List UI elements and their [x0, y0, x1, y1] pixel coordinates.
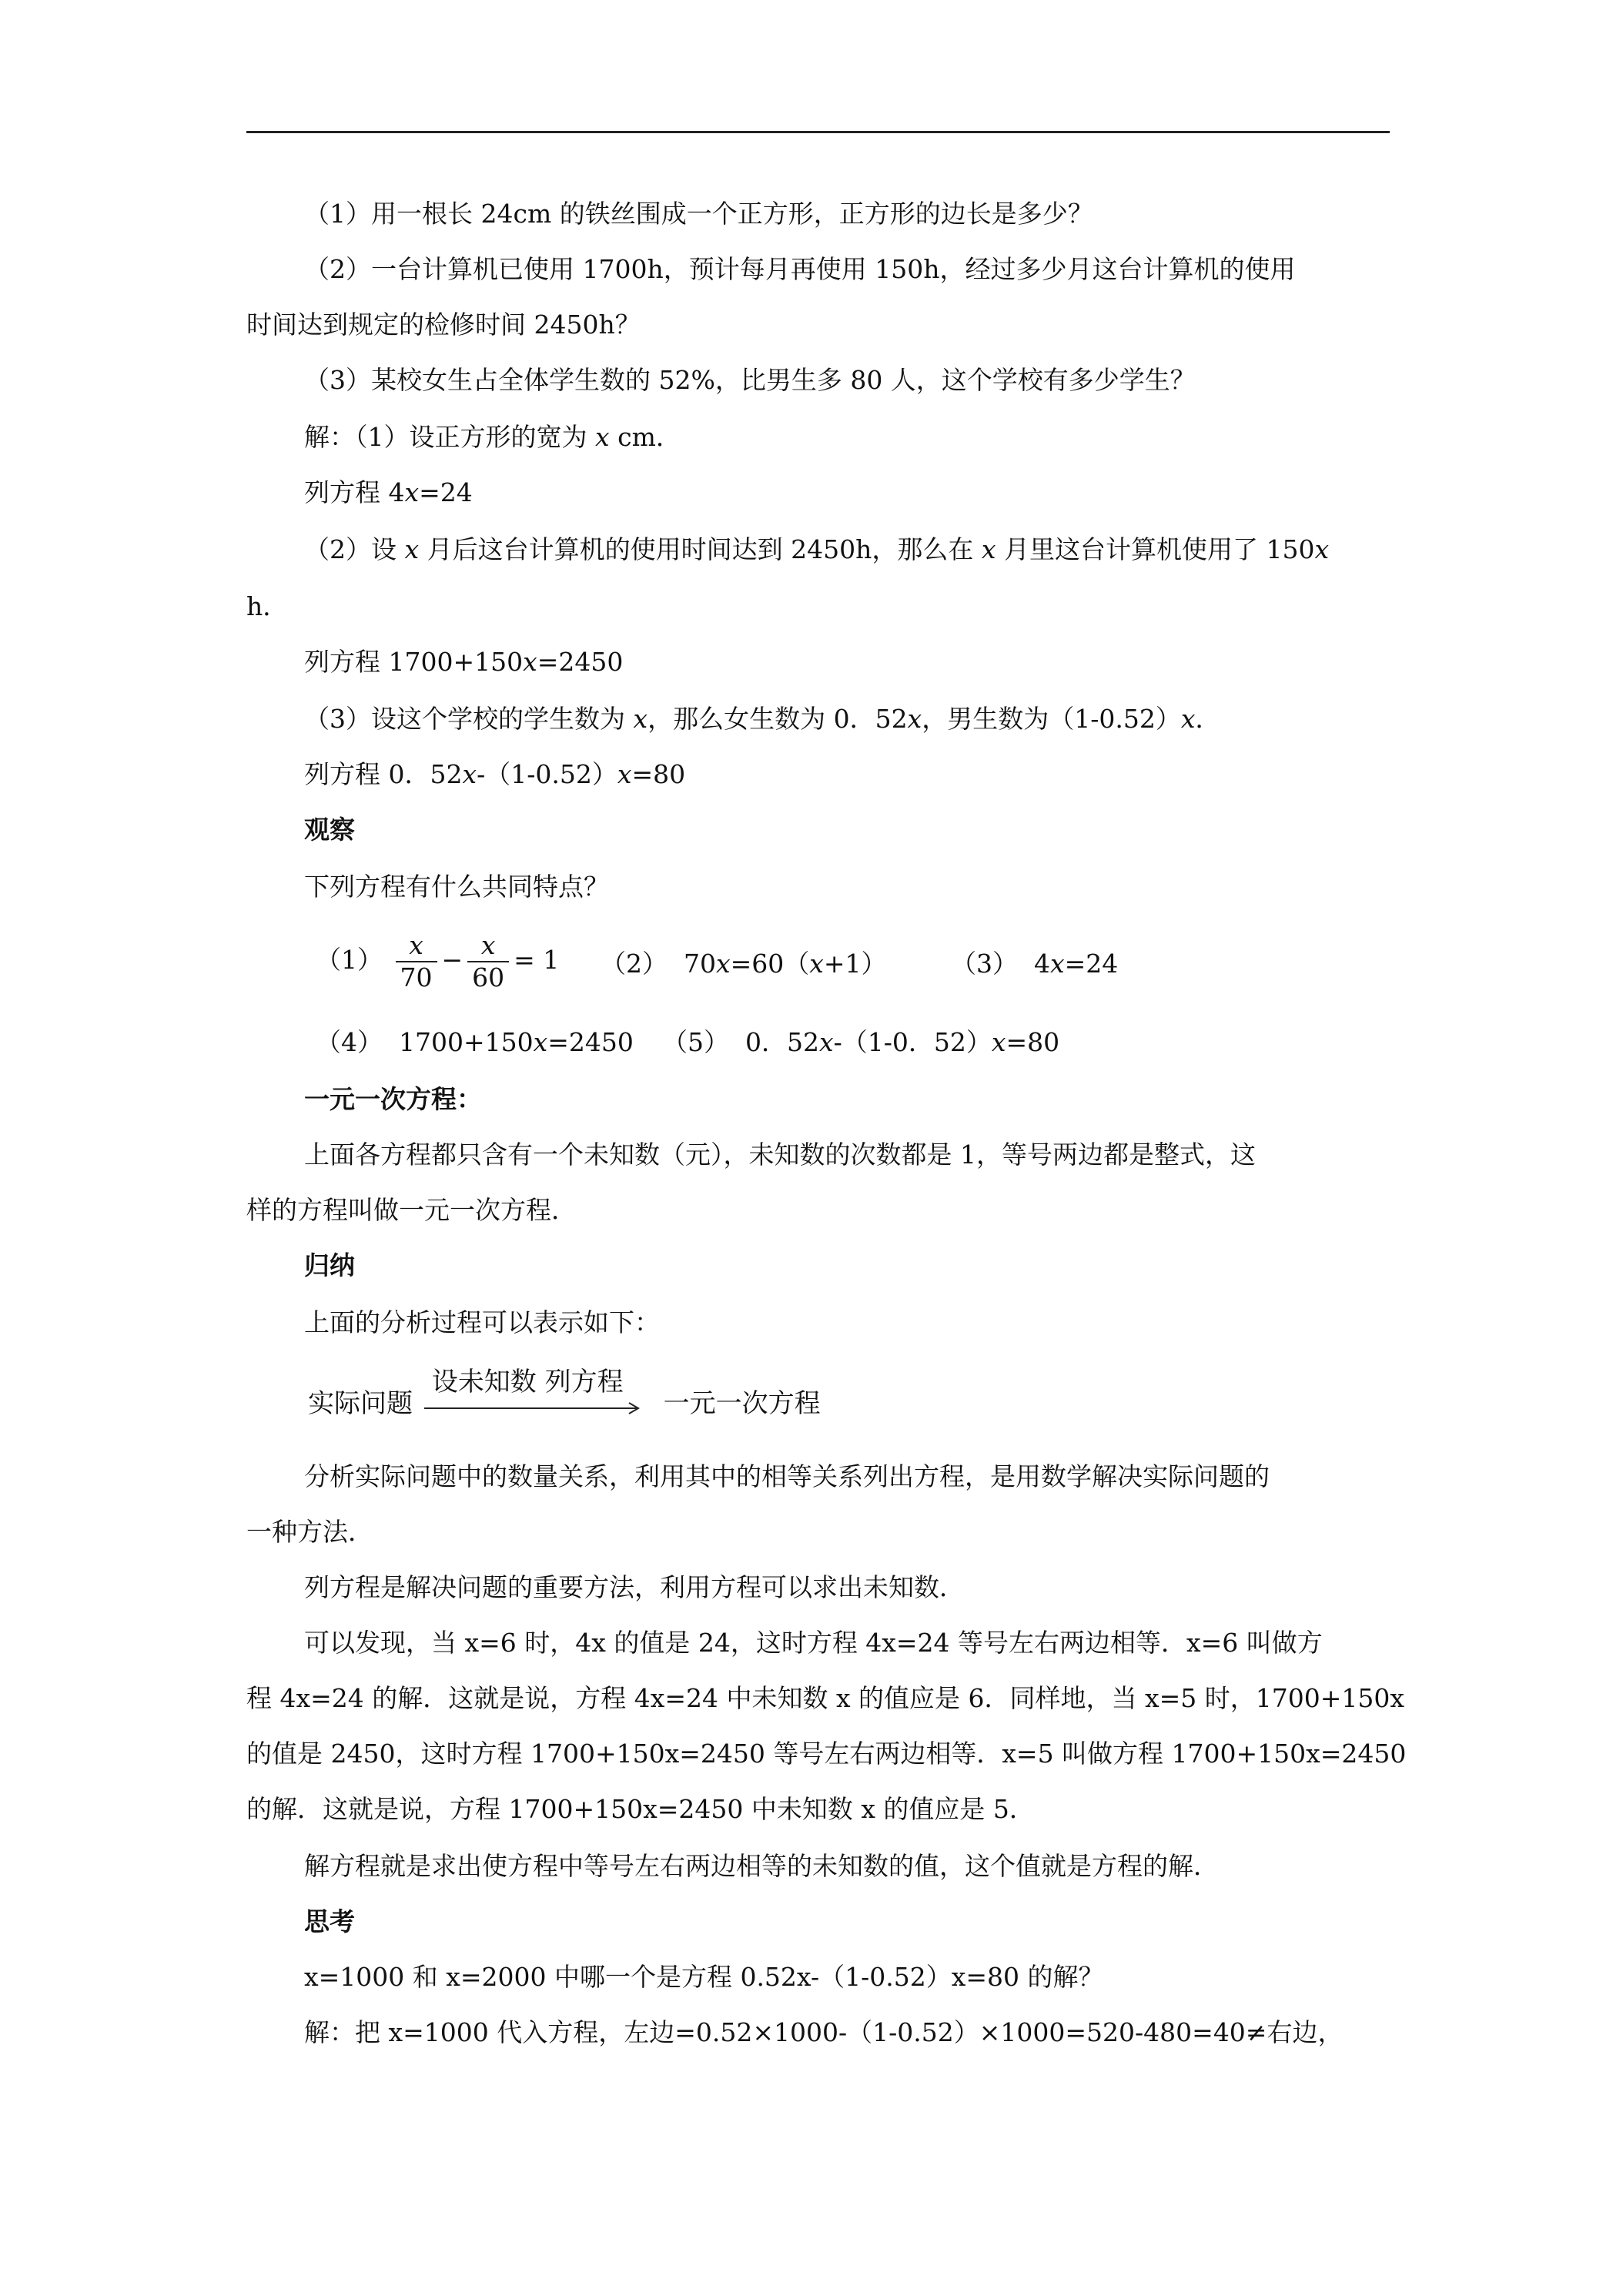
equation-1-lhs: 列方程 4: [304, 477, 405, 507]
var-x: x: [907, 704, 922, 734]
equation-1: [304, 477, 473, 508]
heading-linear-equation: 一元一次方程：: [304, 1084, 482, 1114]
item-label: （1）: [316, 945, 383, 975]
var-x: x: [595, 422, 610, 452]
numerator: x: [396, 930, 437, 962]
var-x: x: [617, 759, 632, 789]
denominator: 60: [472, 962, 505, 992]
var-x: x: [1314, 534, 1330, 564]
text: -（1-0．52）: [833, 1027, 992, 1057]
text: =24: [1064, 949, 1119, 979]
text: 月里这台计算机使用了 150: [996, 534, 1315, 564]
think-question: x=1000 和 x=2000 中哪一个是方程 0.52x-（1-0.52）x=80 的解？: [304, 1962, 1104, 1992]
equation-list-item-5: [662, 1027, 1059, 1058]
found-line-4: 的解．这就是说，方程 1700+150x=2450 中未知数 x 的值应是 5．: [246, 1794, 1035, 1824]
found-line-3: 的值是 2450，这时方程 1700+150x=2450 等号左右两边相等．x=5 叫做方程 1700+150x=2450: [246, 1739, 1407, 1769]
found-line-2: 程 4x=24 的解．这就是说，方程 4x=24 中未知数 x 的值应是 6．同样地，当 x=5 时，1700+150x: [246, 1683, 1404, 1713]
text: =80: [631, 759, 686, 789]
text: ．: [1195, 704, 1221, 734]
text: +1）: [823, 949, 887, 979]
equation-1-rhs: =24: [419, 477, 473, 507]
heading-observe: 观察: [304, 815, 355, 845]
text: 列方程 0．52: [304, 759, 463, 789]
method-statement: 列方程是解决问题的重要方法，利用方程可以求出未知数．: [304, 1572, 965, 1602]
text: ，男生数为（1-0.52）: [922, 704, 1181, 734]
fraction: [467, 930, 509, 993]
text: 列方程 1700+150: [304, 647, 524, 677]
observe-question: 下列方程有什么共同特点？: [304, 872, 609, 902]
text: 月后这台计算机的使用时间达到 2450h，那么在: [419, 534, 982, 564]
solution-2-line-2: h．: [246, 591, 289, 621]
minus-sign: −: [441, 945, 463, 975]
var-x: x: [981, 534, 996, 564]
var-x: x: [533, 1027, 548, 1057]
solution-1: [304, 422, 681, 453]
found-line-1: 可以发现，当 x=6 时，4x 的值是 24，这时方程 4x=24 等号左右两边相等．x=6 叫做方: [304, 1628, 1323, 1658]
text: 1700+150: [398, 1027, 534, 1057]
question-2-line-1: （2）一台计算机已使用 1700h，预计每月再使用 150h，经过多少月这台计算机的使用: [304, 254, 1296, 284]
equation-list-item-1: [316, 930, 559, 993]
think-solution: 解：把 x=1000 代入方程，左边=0.52×1000-（1-0.52）×1000=520-480=40≠右边，: [304, 2017, 1344, 2047]
question-1: （1）用一根长 24cm 的铁丝围成一个正方形，正方形的边长是多少？: [304, 199, 1093, 229]
var-x: x: [715, 949, 731, 979]
question-3: （3）某校女生占全体学生数的 52%，比男生多 80 人，这个学校有多少学生？: [304, 365, 1196, 395]
var-x: x: [462, 759, 477, 789]
heading-summary: 归纳: [304, 1250, 355, 1280]
var-x: x: [1180, 704, 1196, 734]
var-x: x: [1049, 949, 1065, 979]
linear-definition-line-1: 上面各方程都只含有一个未知数（元），未知数的次数都是 1，等号两边都是整式，这: [304, 1140, 1256, 1170]
equation-list-item-4: [316, 1027, 634, 1058]
text: =2450: [547, 1027, 634, 1057]
text: （2）设: [304, 534, 405, 564]
text: -（1-0.52）: [477, 759, 617, 789]
solution-1-unit: cm．: [609, 422, 681, 452]
flow-left-label: 实际问题: [308, 1388, 413, 1419]
solution-1-text: 解：（1）设正方形的宽为: [304, 422, 595, 452]
summary-intro: 上面的分析过程可以表示如下：: [304, 1307, 660, 1337]
rhs: = 1: [514, 945, 560, 975]
flow-arrow: [424, 1367, 648, 1428]
text: =60（: [730, 949, 810, 979]
arrow-icon: [424, 1401, 671, 1416]
text: 4: [1033, 949, 1050, 979]
item-label: （2）: [601, 949, 668, 979]
flow-arrow-label: 设未知数 列方程: [431, 1367, 624, 1397]
var-x: x: [633, 704, 648, 734]
question-2-line-2: 时间达到规定的检修时间 2450h？: [246, 310, 641, 340]
equation-list-item-3: [951, 949, 1118, 979]
solution-2-line-1: [304, 534, 1329, 565]
item-label: （3）: [951, 949, 1018, 979]
heading-think: 思考: [304, 1906, 355, 1936]
text: =80: [1006, 1027, 1060, 1057]
text: 0．52: [745, 1027, 819, 1057]
var-x: x: [809, 949, 824, 979]
var-x: x: [818, 1027, 834, 1057]
item-label: （4）: [316, 1027, 383, 1057]
equation-3: [304, 759, 685, 790]
flow-right-label: 一元一次方程: [663, 1388, 821, 1419]
text: ，那么女生数为 0．52: [648, 704, 908, 734]
fraction: [396, 930, 437, 993]
equation-list-item-2: [601, 949, 887, 979]
var-x: x: [991, 1027, 1006, 1057]
header-rule: [246, 131, 1390, 133]
solution-3: [304, 704, 1220, 735]
analysis-line-1: 分析实际问题中的数量关系，利用其中的相等关系列出方程，是用数学解决实际问题的: [304, 1461, 1270, 1491]
text: （3）设这个学校的学生数为: [304, 704, 634, 734]
flow-diagram: [308, 1367, 821, 1428]
analysis-line-2: 一种方法．: [246, 1517, 373, 1547]
item-label: （5）: [662, 1027, 729, 1057]
var-x: x: [523, 647, 537, 677]
solve-definition: 解方程就是求出使方程中等号左右两边相等的未知数的值，这个值就是方程的解．: [304, 1851, 1219, 1881]
linear-definition-line-2: 样的方程叫做一元一次方程．: [246, 1195, 577, 1225]
equation-2: [304, 647, 623, 678]
var-x: x: [404, 477, 420, 507]
var-x: x: [404, 534, 420, 564]
numerator: x: [467, 930, 509, 962]
denominator: 70: [400, 962, 433, 992]
text: 70: [683, 949, 716, 979]
text: =2450: [537, 647, 624, 677]
